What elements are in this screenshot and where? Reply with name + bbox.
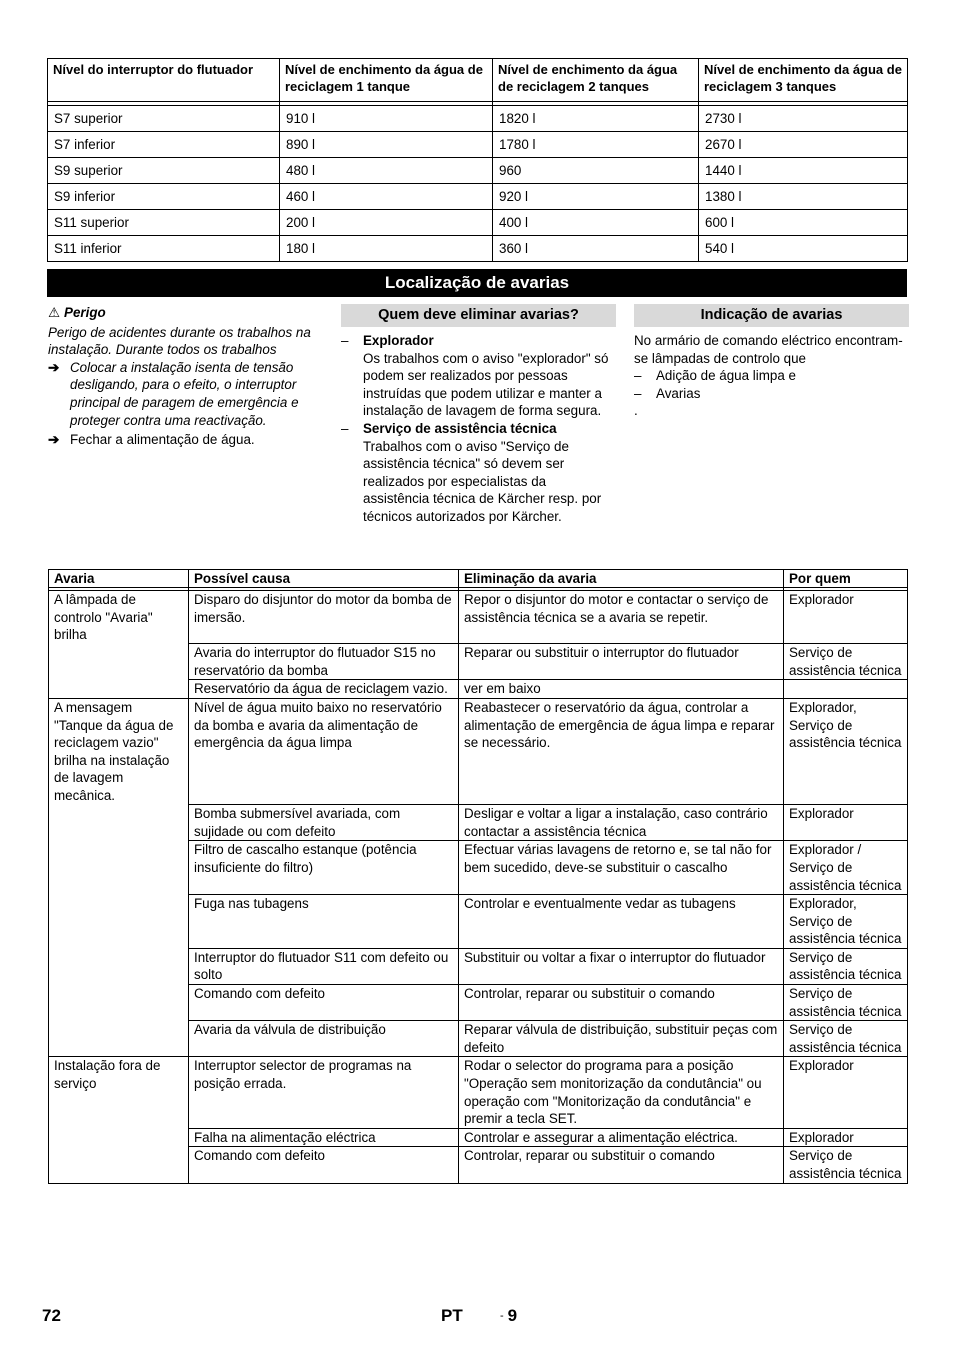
table-cell: Fuga nas tubagens — [189, 895, 459, 949]
level-header: Nível de enchimento da água de reciclagem 1 tanque — [280, 59, 493, 102]
table-row — [49, 644, 908, 680]
fault-cell — [49, 841, 189, 895]
table-row — [49, 1147, 908, 1183]
fault-cell — [49, 985, 189, 1021]
table-cell: Comando com defeito — [189, 985, 459, 1021]
fault-header: Possível causa — [189, 570, 459, 588]
table-row — [49, 805, 908, 841]
table-cell: Interruptor selector de programas na posição errada. — [189, 1057, 459, 1128]
table-cell: Bomba submersível avariada, com sujidade ou com defeito — [189, 805, 459, 841]
level-header: Nível do interruptor do flutuador — [48, 59, 280, 102]
table-cell: Efectuar várias lavagens de retorno e, se tal não for bem sucedido, deve-se substituir o cascalho — [459, 841, 784, 895]
table-row — [49, 1021, 908, 1057]
table-cell: Serviço de assistência técnica — [784, 985, 908, 1021]
dash-bullet: – — [634, 368, 642, 384]
fault-cell: Instalação fora de serviço — [49, 1057, 189, 1128]
table-row — [48, 236, 908, 262]
who-item — [341, 332, 616, 420]
table-row — [49, 1057, 908, 1128]
table-cell: Interruptor do flutuador S11 com defeito ou solto — [189, 948, 459, 984]
fault-cell — [49, 1128, 189, 1147]
table-cell: Serviço de assistência técnica — [784, 948, 908, 984]
danger-title: Perigo — [64, 305, 106, 320]
table-row — [48, 158, 908, 184]
fault-table — [48, 569, 908, 1184]
table-cell: Repor o disjuntor do motor e contactar o serviço de assistência técnica se a avaria se repetir. — [459, 591, 784, 644]
table-cell: Explorador / Serviço de assistência técnica — [784, 841, 908, 895]
fault-cell: A lâmpada de controlo "Avaria" brilha — [49, 591, 189, 644]
table-cell: Controlar, reparar ou substituir o comando — [459, 1147, 784, 1183]
table-cell: Reabastecer o reservatório da água, controlar a alimentação de emergência de água limpa e reparar se necessário. — [459, 699, 784, 805]
sub-page-value: 9 — [507, 1306, 518, 1325]
language-code: PT — [441, 1306, 463, 1325]
table-cell: Reparar ou substituir o interruptor do flutuador — [459, 644, 784, 680]
who-item-title: Serviço de assistência técnica — [363, 420, 557, 436]
table-cell: Serviço de assistência técnica — [784, 644, 908, 680]
danger-step-text: Fechar a alimentação de água. — [70, 432, 255, 448]
indication-section — [634, 304, 909, 420]
table-row — [48, 210, 908, 236]
fault-cell — [49, 644, 189, 680]
fault-header: Avaria — [49, 570, 189, 588]
indication-heading: Indicação de avarias — [634, 304, 909, 327]
indication-item — [634, 367, 909, 385]
table-cell: S9 inferior — [48, 184, 280, 210]
table-cell: 960 — [493, 158, 699, 184]
fault-cell — [49, 895, 189, 949]
danger-intro: Perigo de acidentes durante os trabalhos na instalação. Durante todos os trabalhos — [48, 324, 311, 358]
table-row — [49, 948, 908, 984]
table-row — [49, 680, 908, 699]
table-row — [49, 1128, 908, 1147]
table-cell: S7 superior — [48, 106, 280, 132]
table-cell: Controlar e eventualmente vedar as tubagens — [459, 895, 784, 949]
table-cell: Explorador, Serviço de assistência técnica — [784, 895, 908, 949]
indication-intro: No armário de comando eléctrico encontram-se lâmpadas de controlo que — [634, 333, 903, 366]
table-cell: 460 l — [280, 184, 493, 210]
table-row — [49, 895, 908, 949]
arrow-right-icon: ➔ — [48, 359, 60, 375]
table-cell: Substituir ou voltar a fixar o interruptor do flutuador — [459, 948, 784, 984]
fault-cell — [49, 1147, 189, 1183]
level-table-body — [48, 102, 908, 262]
level-header: Nível de enchimento da água de reciclagem 2 tanques — [493, 59, 699, 102]
table-cell: 200 l — [280, 210, 493, 236]
table-cell: Avaria da válvula de distribuição — [189, 1021, 459, 1057]
table-cell: Explorador — [784, 591, 908, 644]
fault-cell: A mensagem "Tanque da água de reciclagem vazio" brilha na instalação de lavagem mecânica. — [49, 699, 189, 805]
fault-header: Eliminação da avaria — [459, 570, 784, 588]
level-header: Nível de enchimento da água de reciclagem 3 tanques — [699, 59, 908, 102]
table-cell: 600 l — [699, 210, 908, 236]
table-row — [48, 184, 908, 210]
table-cell: 890 l — [280, 132, 493, 158]
table-cell: Filtro de cascalho estanque (potência insuficiente do filtro) — [189, 841, 459, 895]
fault-cell — [49, 805, 189, 841]
table-cell: Explorador, Serviço de assistência técnica — [784, 699, 908, 805]
table-cell: Rodar o selector do programa para a posição "Operação sem monitorização da condutância" ou operação com "Monitorização da condutância" e premir a tecla SET. — [459, 1057, 784, 1128]
table-cell — [784, 680, 908, 699]
page-number: 72 — [42, 1306, 61, 1325]
who-item-text: Os trabalhos com o aviso "explorador" só podem ser realizados por pessoas instruídas que podem utilizar e manter a instalação de lavagem de forma segura. — [363, 350, 609, 419]
table-cell: 910 l — [280, 106, 493, 132]
table-row — [49, 591, 908, 644]
table-cell: ver em baixo — [459, 680, 784, 699]
danger-step — [48, 359, 323, 429]
table-cell: Comando com defeito — [189, 1147, 459, 1183]
table-cell: Desligar e voltar a ligar a instalação, caso contrário contactar a assistência técnica — [459, 805, 784, 841]
table-cell: S11 inferior — [48, 236, 280, 262]
fault-cell — [49, 948, 189, 984]
who-item-text: Trabalhos com o aviso "Serviço de assistência técnica" só devem ser realizados por especialistas da assistência técnica de Kärcher resp. por técnicos autorizados por Kärcher. — [363, 438, 602, 524]
table-cell: 920 l — [493, 184, 699, 210]
table-cell: 1380 l — [699, 184, 908, 210]
table-cell: Nível de água muito baixo no reservatório da bomba e avaria da alimentação de emergência da água limpa — [189, 699, 459, 805]
table-cell: 540 l — [699, 236, 908, 262]
fault-header: Por quem — [784, 570, 908, 588]
fault-cell — [49, 1021, 189, 1057]
who-section — [341, 304, 616, 526]
fault-cell — [49, 680, 189, 699]
table-cell: 1440 l — [699, 158, 908, 184]
who-item-title: Explorador — [363, 333, 434, 348]
table-cell: 480 l — [280, 158, 493, 184]
table-cell: Explorador — [784, 1057, 908, 1128]
arrow-right-icon: ➔ — [48, 432, 60, 448]
table-row — [49, 699, 908, 805]
table-cell: Reservatório da água de reciclagem vazio. — [189, 680, 459, 699]
table-cell: 180 l — [280, 236, 493, 262]
table-cell: 1780 l — [493, 132, 699, 158]
float-switch-level-table — [47, 58, 908, 262]
table-cell: 1820 l — [493, 106, 699, 132]
indication-item — [634, 385, 909, 403]
table-row — [48, 132, 908, 158]
table-cell: Controlar, reparar ou substituir o comando — [459, 985, 784, 1021]
indication-item-text: Avarias — [656, 385, 701, 401]
dash-bullet: – — [634, 385, 642, 401]
table-row — [49, 985, 908, 1021]
table-cell: S9 superior — [48, 158, 280, 184]
table-row — [49, 841, 908, 895]
table-cell: 2670 l — [699, 132, 908, 158]
table-cell: 2730 l — [699, 106, 908, 132]
dash-bullet: – — [341, 420, 349, 436]
dash-bullet: – — [341, 333, 349, 348]
table-cell: 400 l — [493, 210, 699, 236]
table-cell: Explorador — [784, 1128, 908, 1147]
table-cell: Serviço de assistência técnica — [784, 1021, 908, 1057]
danger-heading — [48, 304, 323, 322]
danger-notice — [48, 304, 323, 449]
who-heading: Quem deve eliminar avarias? — [341, 304, 616, 327]
table-row — [48, 106, 908, 132]
danger-step — [48, 431, 323, 449]
indication-item-text: Adição de água limpa e — [656, 368, 796, 384]
table-cell: Controlar e assegurar a alimentação eléctrica. — [459, 1128, 784, 1147]
table-cell: S7 inferior — [48, 132, 280, 158]
section-title: Localização de avarias — [47, 269, 907, 297]
table-cell: Falha na alimentação eléctrica — [189, 1128, 459, 1147]
table-cell: Explorador — [784, 805, 908, 841]
table-cell: Avaria do interruptor do flutuador S15 no reservatório da bomba — [189, 644, 459, 680]
fault-table-body — [49, 588, 908, 1184]
table-cell: 360 l — [493, 236, 699, 262]
who-item — [341, 420, 616, 526]
table-cell: Serviço de assistência técnica — [784, 1147, 908, 1183]
sub-page-number: - 9 — [500, 1306, 518, 1325]
table-cell: Reparar válvula de distribuição, substituir peças com defeito — [459, 1021, 784, 1057]
danger-step-text: Colocar a instalação isenta de tensão desligando, para o efeito, o interruptor principal de paragem de emergência e proteger contra uma reactivação. — [70, 359, 299, 428]
table-cell: Disparo do disjuntor do motor da bomba de imersão. — [189, 591, 459, 644]
indication-end: . — [634, 403, 638, 419]
table-cell: S11 superior — [48, 210, 280, 236]
warning-triangle-icon: ⚠ — [48, 305, 61, 320]
